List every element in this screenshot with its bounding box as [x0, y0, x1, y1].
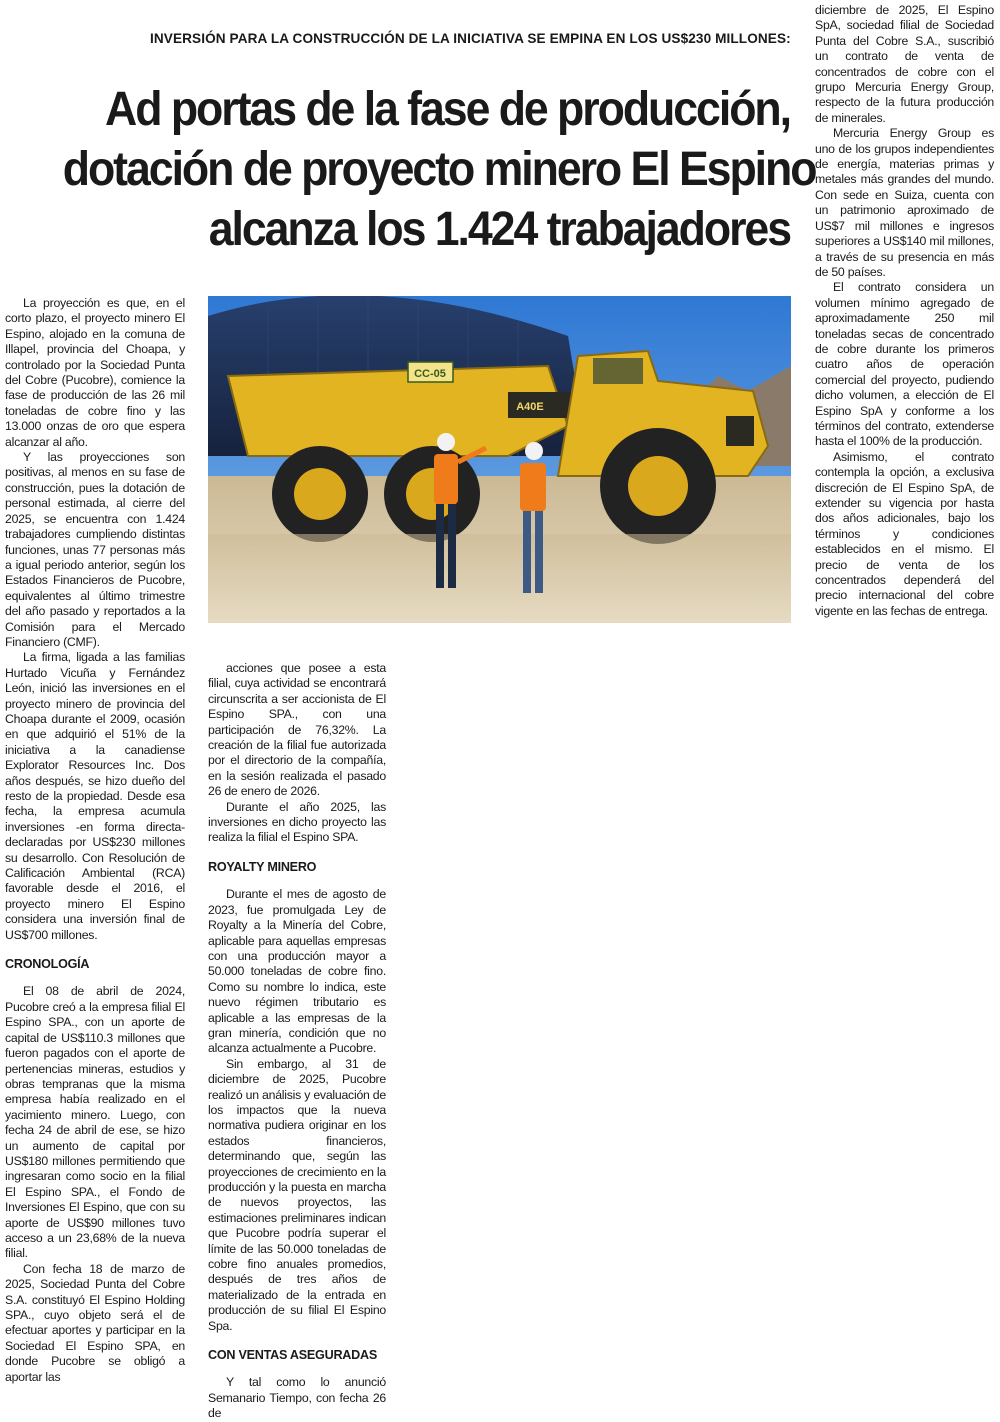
headline-line-2: dotación de proyecto minero El Espino — [62, 143, 816, 196]
paragraph: acciones que posee a esta filial, cuya actividad se encontrará circunscrita a ser accionista de El Espino SPA., con una participación de 76,32%. La creación de la filial fue autorizada por el directorio de la compañía, en la sesión realizada el pasado 26 de enero de 2026. — [208, 661, 386, 799]
paragraph: Y las proyecciones son positivas, al menos en su fase de construcción, pues la dotación de personal estimada, al cierre del 2025, se encuentra con 1.424 trabajadores cumpliendo distintas funciones, unas 77 personas más a igual periodo anterior, según los Estados Financieros de Pucobre, equivalentes al último trimestre del año pasado y reportados a la Comisión para el Mercado Financiero (CMF). — [5, 450, 185, 649]
paragraph: Asimismo, el contrato contempla la opción, a exclusiva discreción de El Espino SpA, de extender su vigencia por hasta dos años adicionales, bajo los términos y condiciones establecidos en el mismo. El precio de venta de los concentrados dependerá del precio internacional del cobre vigente en las fechas de entrega. — [815, 449, 994, 618]
paragraph: El 08 de abril de 2024, Pucobre creó a la empresa filial El Espino SPA., con un aporte de capital de US$110.3 millones que fueron pagados con el aporte de pertenencias mineras, estudios y obras tempranas que la misma empresa había realizado en el yacimiento minero. Luego, con fecha 24 de abril de ese, se hizo un aumento de capital por US$180 millones permitiendo que ingresaran como socio en la filial El Espino SPA., el Fondo de Inversiones El Espino, que con su aporte de US$90 millones tuvo acceso a un 23,68% de la nueva filial. — [5, 984, 185, 1261]
paragraph: El contrato considera un volumen mínimo agregado de aproximadamente 250 mil toneladas secas de concentrado de cobre durante los primeros cuatro años de operación comercial del proyecto, pudiendo dicho volumen, a elección de El Espino SpA y conforme a los términos del contrato, extenderse hasta el 100% de la producción. — [815, 280, 994, 449]
section-heading-cronologia: CRONOLOGÍA — [5, 957, 90, 972]
paragraph: Con fecha 18 de marzo de 2025, Sociedad Punta del Cobre S.A. constituyó El Espino Holding SPA., cuyo objeto será el de efectuar aportes y participar en la Sociedad El Espino SPA, en donde Pucobre se obligó a aportar las — [5, 1261, 185, 1384]
headline-line-3: alcanza los 1.424 trabajadores — [208, 203, 790, 256]
headline-line-1: Ad portas de la fase de producción, — [105, 83, 790, 136]
truck-window — [593, 358, 643, 384]
truck-grille — [726, 416, 754, 446]
article-column-2 — [208, 661, 386, 1422]
paragraph: Mercuria Energy Group es uno de los grupos independientes de energía, materias primas y metales más grandes del mundo. Con sede en Suiza, cuenta con un patrimonio aproximado de US$7 mil millones e ingresos superiores a US$140 mil millones, a través de su presencia en más de 50 países. — [815, 126, 994, 279]
article-photo — [208, 296, 791, 623]
paragraph: Sin embargo, al 31 de diciembre de 2025, Pucobre realizó un análisis y evaluación de los impactos que la nueva normativa pudiera originar en los estados financieros, determinando que, según las proyecciones de crecimiento en la producción y la puesta en marcha de nuevos proyectos, las estimaciones preliminares indican que Pucobre podría superar el límite de las 50.000 toneladas de cobre fino anuales promedios, después de tres años de materializado de la entrada en producción de su filial El Espino Spa. — [208, 1056, 386, 1333]
article-column-1 — [5, 296, 185, 1385]
paragraph: Y tal como lo anunció Semanario Tiempo, con fecha 26 de — [208, 1375, 386, 1421]
paragraph: diciembre de 2025, El Espino SpA, sociedad filial de Sociedad Punta del Cobre S.A., suscribió un contrato de venta de concentrados de cobre con el grupo Mercuria Energy Group, respecto de la futura producción de minerales. — [815, 3, 994, 125]
section-heading-royalty: ROYALTY MINERO — [208, 859, 317, 874]
article-headline — [62, 80, 816, 260]
truck-id-label: CC-05 — [414, 368, 446, 380]
paragraph: La proyección es que, en el corto plazo, el proyecto minero El Espino, alojado en la comuna de Illapel, provincia del Choapa, y controlado por la Sociedad Punta del Cobre (Pucobre), comience la fase de producción de las 26 mil toneladas de cobre fino y las 13.000 onzas de oro que espera alcanzar al año. — [5, 296, 185, 449]
paragraph: Durante el mes de agosto de 2023, fue promulgada Ley de Royalty a la Minería del Cobre, aplicable para aquellas empresas con una producción mayor a 50.000 toneladas de cobre fino. Como su nombre lo indica, este nuevo régimen tributario es aplicable a las empresas de la gran minería, condición que no alcanza actualmente a Pucobre. — [208, 887, 386, 1056]
truck-model-label: A40E — [516, 401, 544, 413]
article-column-3 — [815, 3, 994, 619]
article-kicker: INVERSIÓN PARA LA CONSTRUCCIÓN DE LA INICIATIVA SE EMPINA EN LOS US$230 MILLONES: — [150, 31, 791, 46]
paragraph: La firma, ligada a las familias Hurtado Vicuña y Fernández León, inició las inversiones en el proyecto minero de provincia del Choapa durante el 2009, ocasión en que adquirió el 51% de la iniciativa a la canadiense Explorator Resources Inc. Dos años después, se hizo dueño del resto de la propiedad. Desde esa fecha, la empresa acumula inversiones -en forma directa- declaradas por US$230 millones su desarrollo. Con Resolución de Calificación Ambiental (RCA) favorable desde el 2016, el proyecto minero El Espino considera una inversión final de US$700 millones. — [5, 650, 185, 942]
paragraph: Durante el año 2025, las inversiones en dicho proyecto las realiza la filial el Espino SPA. — [208, 799, 386, 845]
section-heading-ventas: CON VENTAS ASEGURADAS — [208, 1348, 377, 1363]
